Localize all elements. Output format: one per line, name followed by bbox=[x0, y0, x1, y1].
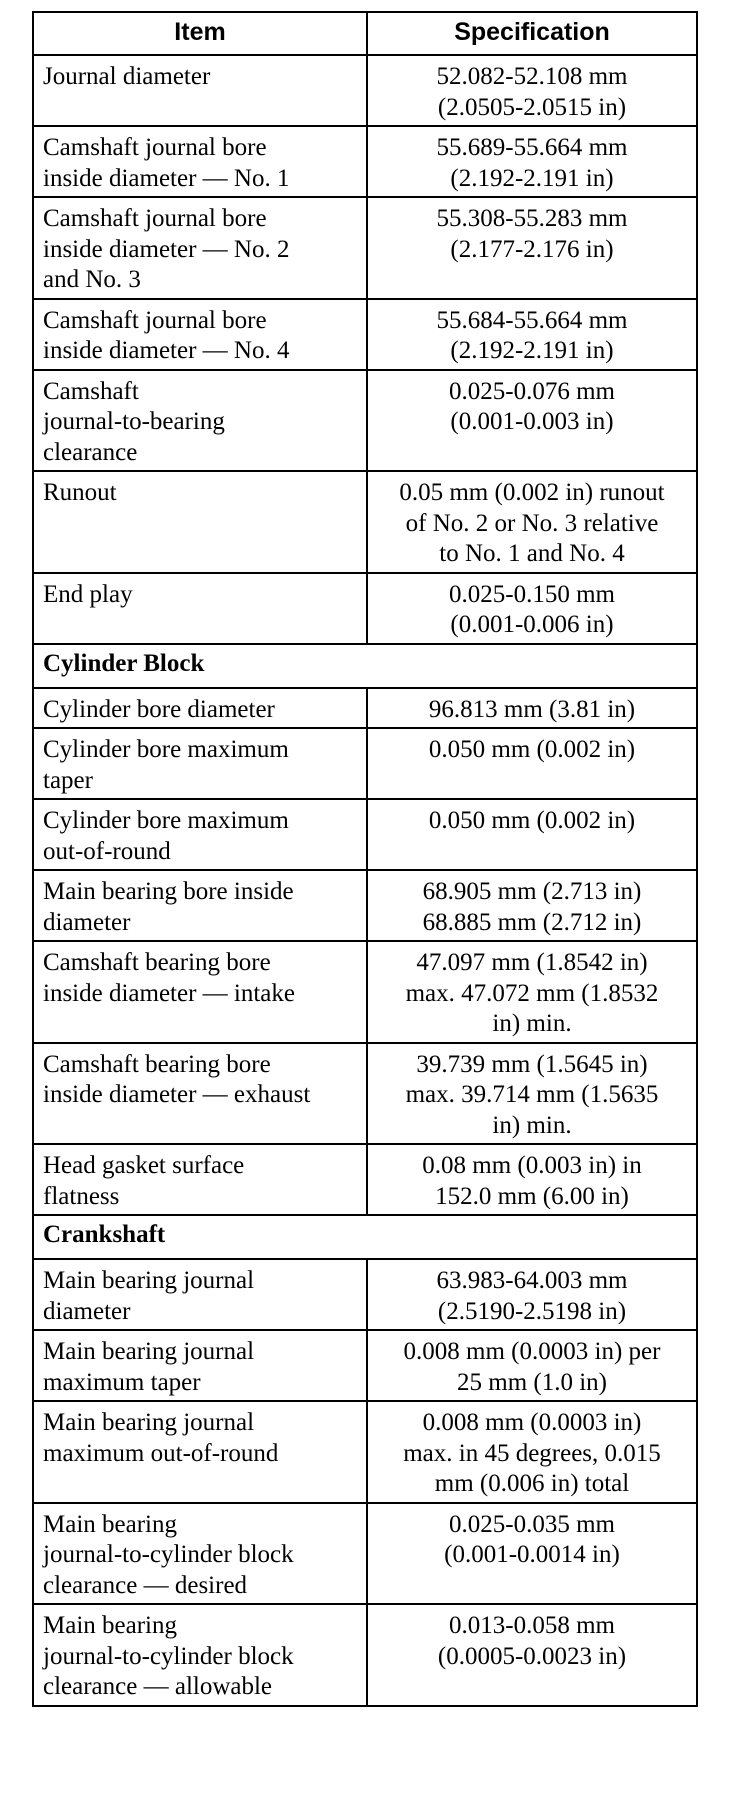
item-cell: Main bearing journal-to-cylinder block clearance — desired bbox=[33, 1503, 367, 1605]
column-header-specification: Specification bbox=[367, 12, 697, 55]
section-row-crankshaft bbox=[33, 1215, 697, 1259]
spec-cell: 0.05 mm (0.002 in) runout of No. 2 or No. 3 relative to No. 1 and No. 4 bbox=[367, 471, 697, 573]
table-row bbox=[33, 1604, 697, 1706]
table-row bbox=[33, 870, 697, 941]
table-header-row bbox=[33, 12, 697, 55]
spec-cell: 68.905 mm (2.713 in) 68.885 mm (2.712 in) bbox=[367, 870, 697, 941]
spec-cell: 52.082-52.108 mm (2.0505-2.0515 in) bbox=[367, 55, 697, 126]
item-cell: Cylinder bore maximum out-of-round bbox=[33, 799, 367, 870]
item-cell: Journal diameter bbox=[33, 55, 367, 126]
table-row bbox=[33, 688, 697, 729]
spec-cell: 0.013-0.058 mm (0.0005-0.0023 in) bbox=[367, 1604, 697, 1706]
section-row-cylinder-block bbox=[33, 644, 697, 688]
item-cell: Main bearing bore inside diameter bbox=[33, 870, 367, 941]
table-row bbox=[33, 1259, 697, 1330]
column-header-item: Item bbox=[33, 12, 367, 55]
spec-cell: 47.097 mm (1.8542 in) max. 47.072 mm (1.8532 in) min. bbox=[367, 941, 697, 1043]
item-cell: Camshaft journal bore inside diameter — No. 2 and No. 3 bbox=[33, 197, 367, 299]
item-cell: Cylinder bore maximum taper bbox=[33, 728, 367, 799]
table-row bbox=[33, 573, 697, 644]
item-cell: Main bearing journal maximum taper bbox=[33, 1330, 367, 1401]
item-cell: Main bearing journal diameter bbox=[33, 1259, 367, 1330]
item-cell: Head gasket surface flatness bbox=[33, 1144, 367, 1215]
spec-cell: 63.983-64.003 mm (2.5190-2.5198 in) bbox=[367, 1259, 697, 1330]
item-cell: Camshaft journal bore inside diameter — No. 1 bbox=[33, 126, 367, 197]
spec-cell: 0.050 mm (0.002 in) bbox=[367, 728, 697, 799]
table-row bbox=[33, 728, 697, 799]
table-row bbox=[33, 197, 697, 299]
item-cell: Runout bbox=[33, 471, 367, 573]
table-row bbox=[33, 799, 697, 870]
specification-table bbox=[32, 11, 698, 1707]
table-row bbox=[33, 941, 697, 1043]
item-cell: Cylinder bore diameter bbox=[33, 688, 367, 729]
spec-cell: 0.008 mm (0.0003 in) max. in 45 degrees, 0.015 mm (0.006 in) total bbox=[367, 1401, 697, 1503]
item-cell: End play bbox=[33, 573, 367, 644]
table-row bbox=[33, 1043, 697, 1145]
spec-cell: 0.08 mm (0.003 in) in 152.0 mm (6.00 in) bbox=[367, 1144, 697, 1215]
spec-cell: 96.813 mm (3.81 in) bbox=[367, 688, 697, 729]
table-row bbox=[33, 1503, 697, 1605]
item-cell: Camshaft journal-to-bearing clearance bbox=[33, 370, 367, 472]
spec-cell: 0.025-0.150 mm (0.001-0.006 in) bbox=[367, 573, 697, 644]
spec-cell: 0.025-0.035 mm (0.001-0.0014 in) bbox=[367, 1503, 697, 1605]
table-row bbox=[33, 1401, 697, 1503]
table-row bbox=[33, 1330, 697, 1401]
spec-cell: 0.050 mm (0.002 in) bbox=[367, 799, 697, 870]
table-row bbox=[33, 1144, 697, 1215]
table-row bbox=[33, 370, 697, 472]
item-cell: Camshaft bearing bore inside diameter — exhaust bbox=[33, 1043, 367, 1145]
spec-cell: 0.008 mm (0.0003 in) per 25 mm (1.0 in) bbox=[367, 1330, 697, 1401]
item-cell: Main bearing journal-to-cylinder block clearance — allowable bbox=[33, 1604, 367, 1706]
section-heading: Crankshaft bbox=[33, 1215, 697, 1259]
spec-cell: 55.684-55.664 mm (2.192-2.191 in) bbox=[367, 299, 697, 370]
table-row bbox=[33, 471, 697, 573]
item-cell: Main bearing journal maximum out-of-round bbox=[33, 1401, 367, 1503]
table-row bbox=[33, 126, 697, 197]
item-cell: Camshaft journal bore inside diameter — No. 4 bbox=[33, 299, 367, 370]
table-row bbox=[33, 55, 697, 126]
spec-cell: 55.308-55.283 mm (2.177-2.176 in) bbox=[367, 197, 697, 299]
section-heading: Cylinder Block bbox=[33, 644, 697, 688]
spec-cell: 0.025-0.076 mm (0.001-0.003 in) bbox=[367, 370, 697, 472]
item-cell: Camshaft bearing bore inside diameter — intake bbox=[33, 941, 367, 1043]
spec-cell: 55.689-55.664 mm (2.192-2.191 in) bbox=[367, 126, 697, 197]
spec-cell: 39.739 mm (1.5645 in) max. 39.714 mm (1.5635 in) min. bbox=[367, 1043, 697, 1145]
table-row bbox=[33, 299, 697, 370]
